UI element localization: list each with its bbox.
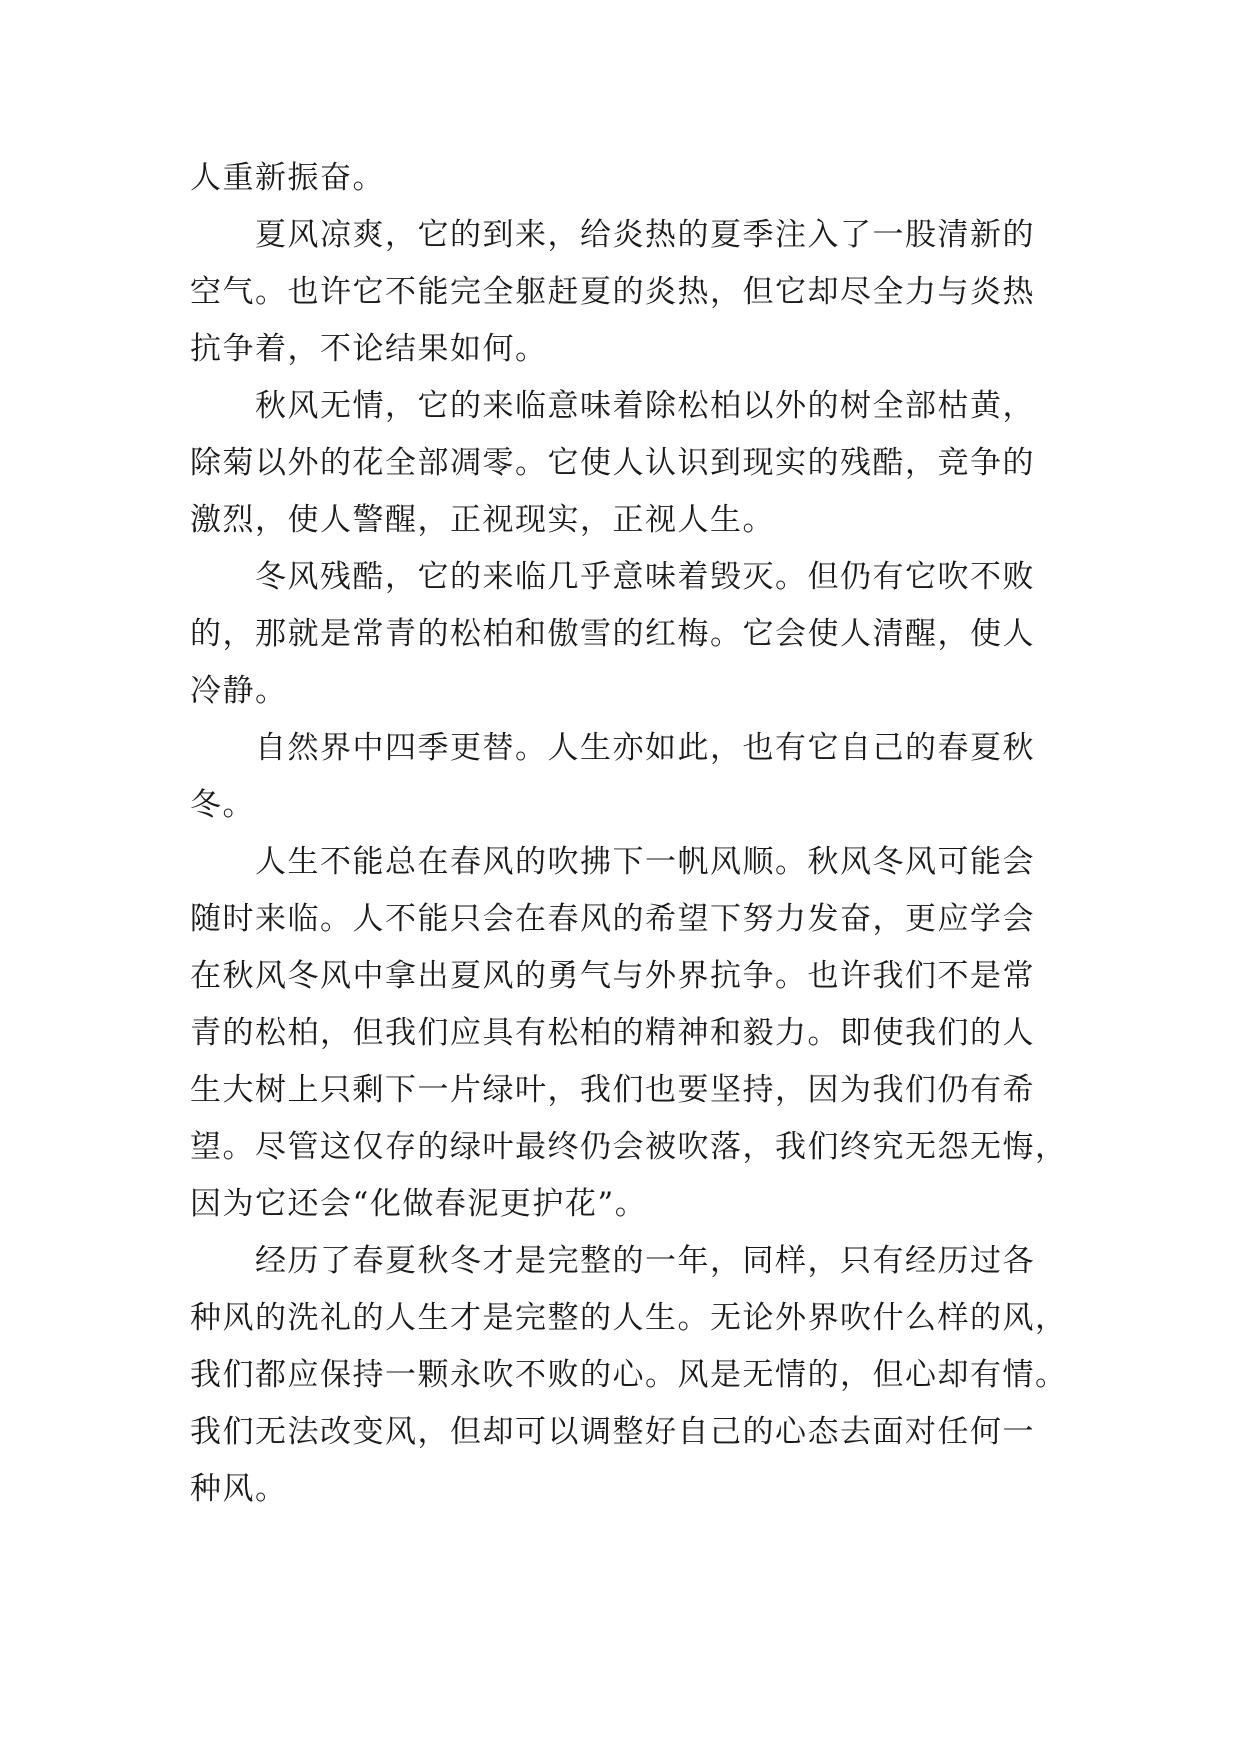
text-line: 望。尽管这仅存的绿叶最终仍会被吹落，我们终究无怨无悔， <box>190 1129 1068 1165</box>
text-line: 自然界中四季更替。人生亦如此，也有它自己的春夏秋 <box>255 730 1035 766</box>
text-line: 经历了春夏秋冬才是完整的一年，同样，只有经历过各 <box>255 1243 1035 1279</box>
text-line: 激烈，使人警醒，正视现实，正视人生。 <box>190 502 775 538</box>
text-line: 生大树上只剩下一片绿叶，我们也要坚持，因为我们仍有希 <box>190 1072 1035 1108</box>
text-line: 抗争着，不论结果如何。 <box>190 331 548 367</box>
text-line: 人重新振奋。 <box>190 160 385 196</box>
text-line: 夏风凉爽，它的到来，给炎热的夏季注入了一股清新的 <box>255 217 1035 253</box>
text-line: 空气。也许它不能完全躯赶夏的炎热，但它却尽全力与炎热 <box>190 274 1035 310</box>
text-line: 种风的洗礼的人生才是完整的人生。无论外界吹什么样的风， <box>190 1300 1068 1336</box>
text-line: 除菊以外的花全部凋零。它使人认识到现实的残酷，竞争的 <box>190 445 1035 481</box>
text-line: 因为它还会“化做春泥更护花”。 <box>190 1186 648 1222</box>
text-line: 随时来临。人不能只会在春风的希望下努力发奋，更应学会 <box>190 901 1035 937</box>
text-line: 青的松柏，但我们应具有松柏的精神和毅力。即使我们的人 <box>190 1015 1035 1051</box>
text-line: 我们无法改变风，但却可以调整好自己的心态去面对任何一 <box>190 1414 1035 1450</box>
body-text <box>190 150 1068 1518</box>
text-line: 秋风无情，它的来临意味着除松柏以外的树全部枯黄， <box>255 388 1035 424</box>
text-line: 冬风残酷，它的来临几乎意味着毁灭。但仍有它吹不败 <box>255 559 1035 595</box>
text-line: 种风。 <box>190 1471 288 1507</box>
text-line: 冬。 <box>190 787 255 823</box>
text-line: 我们都应保持一颗永吹不败的心。风是无情的，但心却有情。 <box>190 1357 1068 1393</box>
text-line: 的，那就是常青的松柏和傲雪的红梅。它会使人清醒，使人 <box>190 616 1035 652</box>
text-line: 在秋风冬风中拿出夏风的勇气与外界抗争。也许我们不是常 <box>190 958 1035 994</box>
text-line: 冷静。 <box>190 673 288 709</box>
text-line: 人生不能总在春风的吹拂下一帆风顺。秋风冬风可能会 <box>255 844 1035 880</box>
